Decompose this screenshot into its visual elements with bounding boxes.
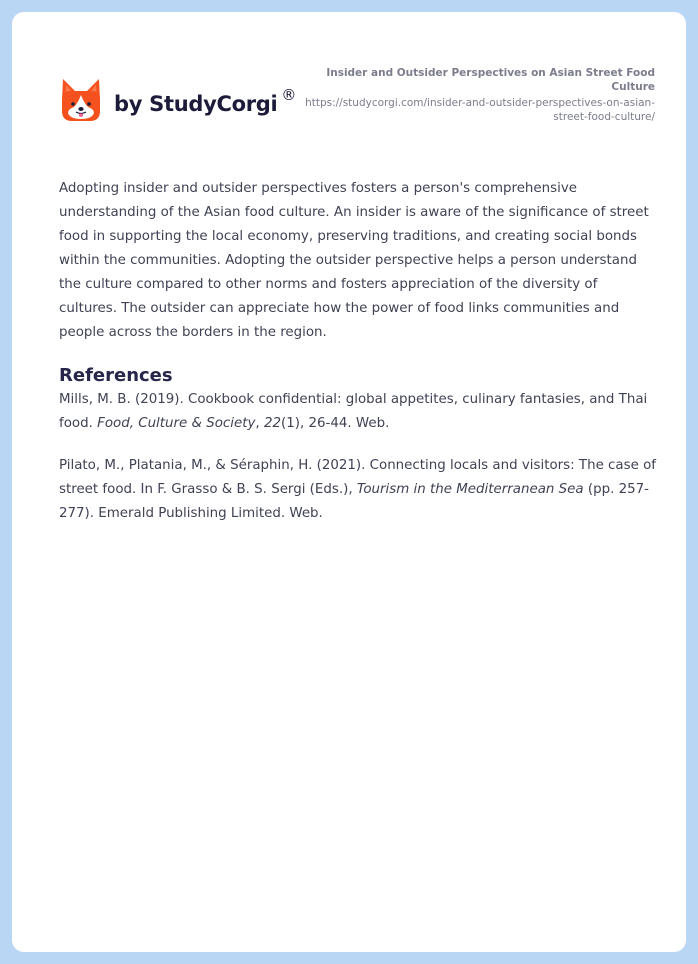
corgi-icon: [60, 77, 102, 123]
document-content: [59, 177, 659, 526]
reference-text: Mills, M. B. (2019). Cookbook confidential: global appetites, culinary fantasies, and Thai food.: [59, 392, 648, 431]
document-page: [12, 12, 686, 952]
brand-name-text: by StudyCorgi: [114, 92, 278, 116]
reference-book-title: Tourism in the Mediterranean Sea: [356, 482, 584, 497]
reference-text: (pp. 257-277). Emerald Publishing Limited. Web.: [59, 482, 649, 521]
reference-journal: Food, Culture & Society: [97, 416, 256, 431]
reference-volume: 22: [263, 416, 281, 431]
reference-item: [59, 454, 659, 526]
document-url[interactable]: https://studycorgi.com/insider-and-outsider-perspectives-on-asian-street-food-culture/: [305, 97, 655, 123]
document-title: Insider and Outsider Perspectives on Asian Street Food Culture: [326, 67, 655, 93]
reference-text: ,: [255, 416, 264, 431]
body-paragraph: Adopting insider and outsider perspectives fosters a person's comprehensive understanding of the Asian food culture. An insider is aware of the significance of street food in supporting the local economy, preserving traditions, and creating social bonds within the communities. Adopting the outsider perspective helps a person understand the culture compared to other norms and fosters appreciation of the diversity of cultures. The outsider can appreciate how the power of food links communities and people across the borders in the region.: [59, 181, 649, 340]
studycorgi-logo[interactable]: [60, 76, 296, 124]
references-heading: References: [59, 365, 173, 386]
reference-item: [59, 388, 659, 436]
document-meta: [305, 66, 655, 124]
reference-text: (1), 26-44. Web.: [280, 416, 390, 431]
page-header: [12, 12, 686, 162]
reference-text: Pilato, M., Platania, M., & Séraphin, H. (2021). Connecting locals and visitors: The case of street food. In F. Grasso & B. S. Sergi (Eds.),: [59, 458, 657, 497]
brand-name: [114, 86, 297, 116]
registered-mark-icon: ®: [281, 86, 297, 104]
